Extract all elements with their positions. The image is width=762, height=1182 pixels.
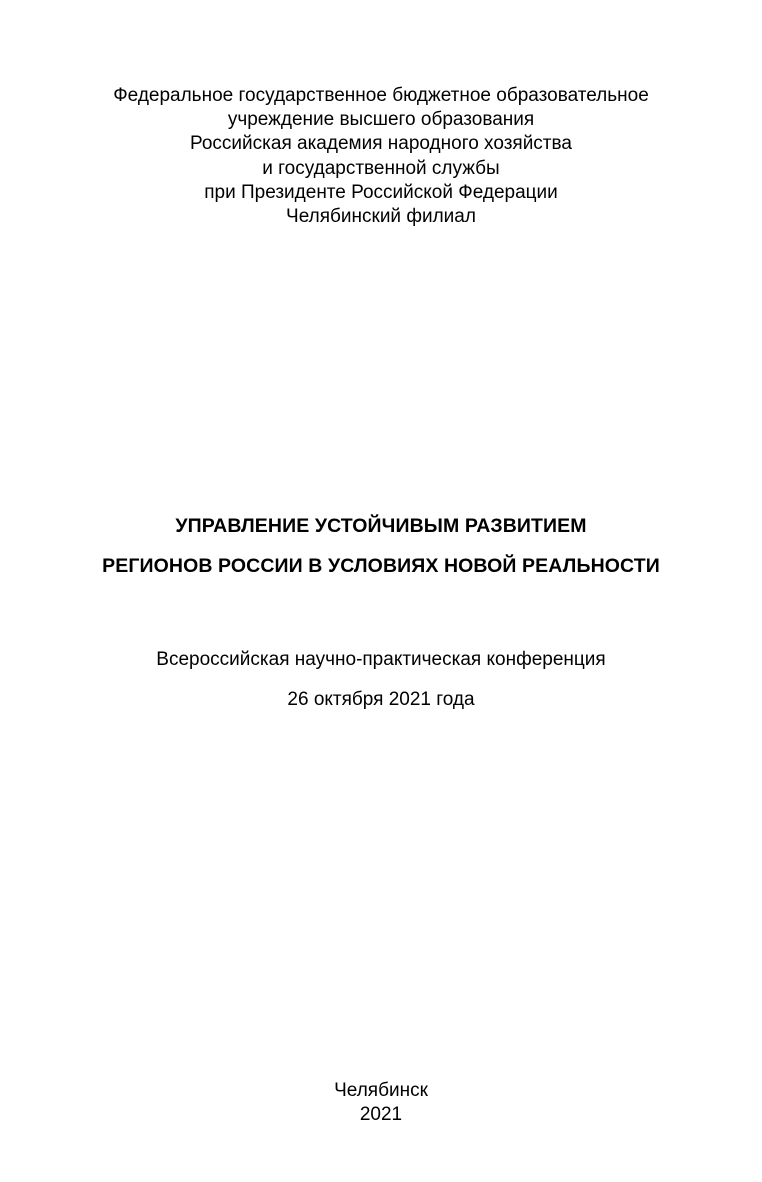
document-title xyxy=(0,506,762,586)
imprint-city: Челябинск xyxy=(334,1080,428,1101)
conference-date: 26 октября 2021 года xyxy=(287,689,475,710)
institution-line-1: Федеральное государственное бюджетное образовательное xyxy=(113,85,649,106)
institution-line-5: при Президенте Российской Федерации xyxy=(204,181,558,203)
title-line-2: РЕГИОНОВ РОССИИ В УСЛОВИЯХ НОВОЙ РЕАЛЬНОСТИ xyxy=(102,555,660,577)
institution-header xyxy=(0,84,762,229)
institution-line-4: и государственной службы xyxy=(262,157,500,179)
imprint xyxy=(0,1079,762,1127)
institution-line-2: учреждение высшего образования xyxy=(227,109,535,131)
title-line-1: УПРАВЛЕНИЕ УСТОЙЧИВЫМ РАЗВИТИЕМ xyxy=(175,515,587,537)
institution-line-3: Российская академия народного хозяйства xyxy=(190,133,572,155)
conference-info xyxy=(0,640,762,720)
imprint-year: 2021 xyxy=(359,1104,403,1125)
conference-name: Всероссийская научно-практическая конференция xyxy=(156,649,606,670)
institution-line-6: Челябинский филиал xyxy=(286,206,476,228)
